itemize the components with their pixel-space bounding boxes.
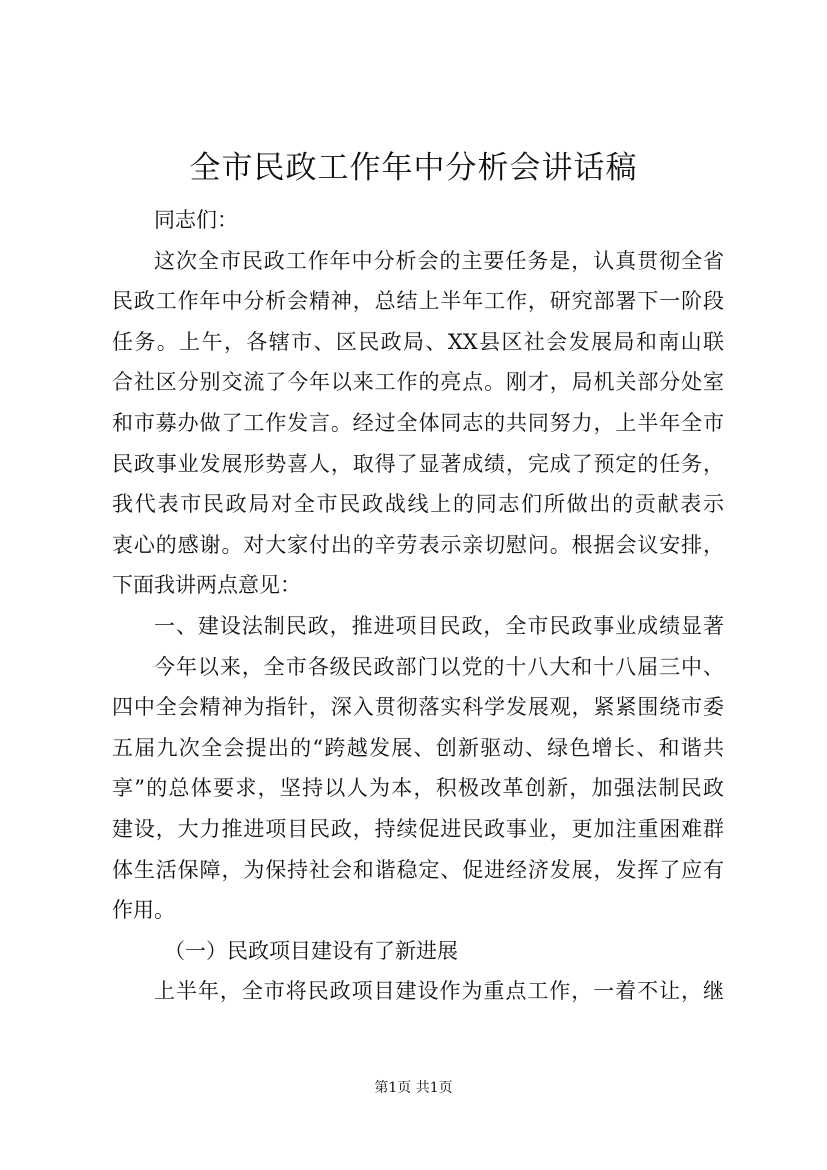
- section-heading: 一、建设法制民政，推进项目民政，全市民政事业成绩显著: [154, 613, 724, 638]
- paragraph-line: 这次全市民政工作年中分析会的主要任务是，认真贯彻全省: [154, 248, 724, 273]
- paragraph-line: 和市募办做了工作发言。经过全体同志的共同努力，上半年全市: [112, 410, 724, 435]
- subsection-heading: （一）民政项目建设有了新进展: [164, 938, 458, 963]
- paragraph-line: 衷心的感谢。对大家付出的辛劳表示亲切慰问。根据会议安排，: [112, 532, 724, 557]
- paragraph-line: 今年以来，全市各级民政部门以党的十八大和十八届三中、: [154, 654, 724, 679]
- paragraph-line: 享”的总体要求，坚持以人为本，积极改革创新，加强法制民政: [112, 776, 724, 801]
- paragraph-line: 民政事业发展形势喜人，取得了显著成绩，完成了预定的任务，: [112, 451, 724, 476]
- paragraph-line: 五届九次全会提出的“跨越发展、创新驱动、绿色增长、和谐共: [112, 735, 724, 760]
- paragraph-line: 四中全会精神为指针，深入贯彻落实科学发展观，紧紧围绕市委: [112, 695, 724, 720]
- paragraph-line: 作用。: [112, 898, 175, 923]
- paragraph-line: 体生活保障，为保持社会和谐稳定、促进经济发展，发挥了应有: [112, 857, 724, 882]
- paragraph-line: 上半年，全市将民政项目建设作为重点工作，一着不让，继: [154, 979, 724, 1004]
- paragraph-line: 建设，大力推进项目民政，持续促进民政事业，更加注重困难群: [112, 816, 724, 841]
- document-body: [112, 200, 724, 1012]
- page-footer: 第1页 共1页: [374, 1080, 453, 1096]
- paragraph-line: 合社区分别交流了今年以来工作的亮点。刚才，局机关部分处室: [112, 370, 724, 395]
- document-title: 全市民政工作年中分析会讲话稿: [189, 150, 638, 186]
- salutation-line: 同志们：: [154, 208, 238, 232]
- paragraph-line: 我代表市民政局对全市民政战线上的同志们所做出的贡献表示: [112, 492, 724, 517]
- paragraph-line: 民政工作年中分析会精神，总结上半年工作，研究部署下一阶段: [112, 289, 724, 314]
- paragraph-line: 任务。上午，各辖市、区民政局、XX县区社会发展局和南山联: [112, 329, 724, 354]
- paragraph-line: 下面我讲两点意见：: [112, 573, 301, 598]
